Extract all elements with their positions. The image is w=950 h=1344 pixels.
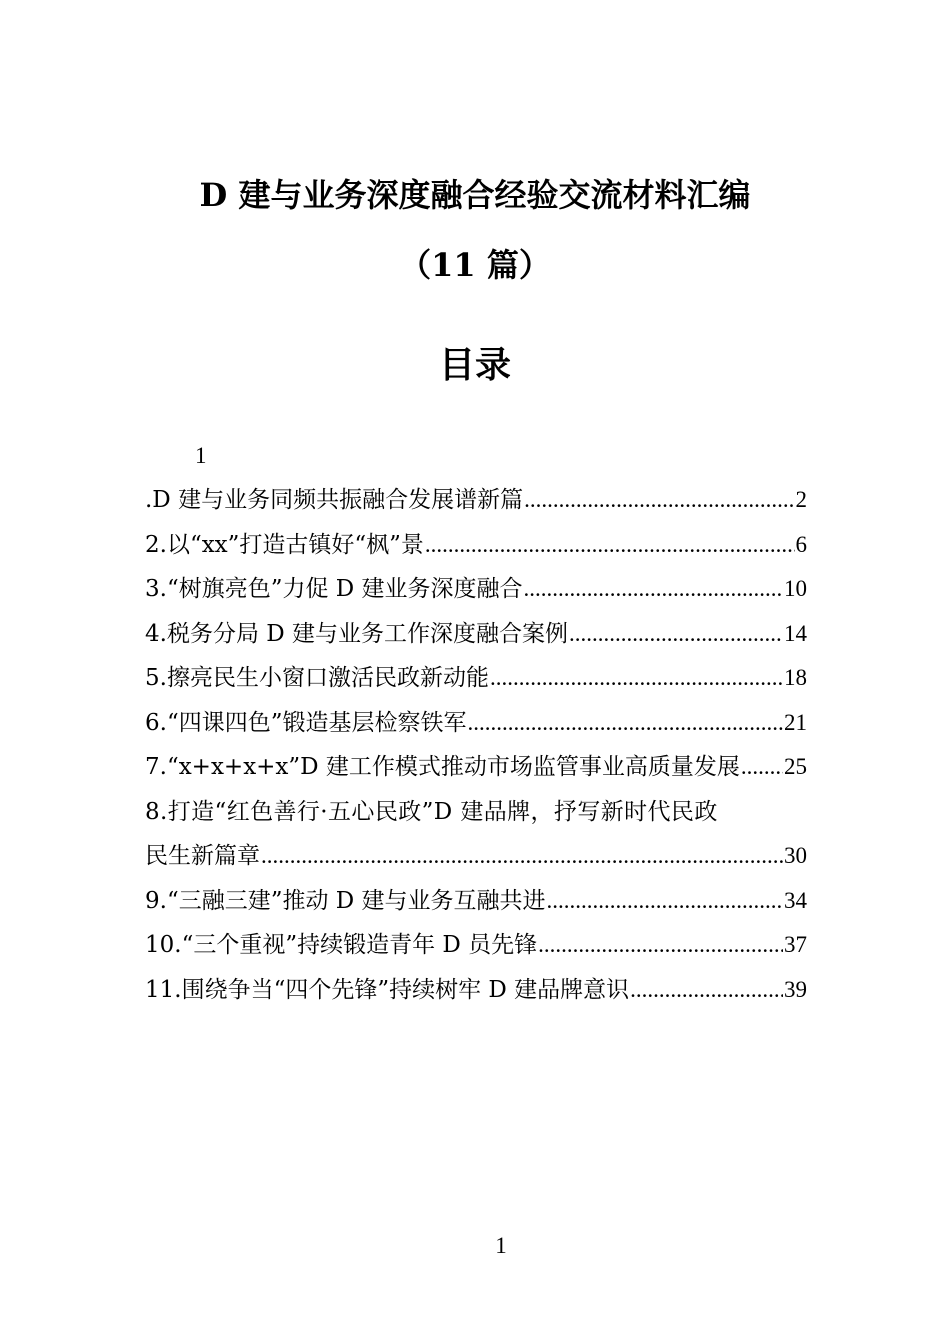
toc-entry[interactable] (145, 923, 807, 968)
toc-entry-page: 18 (784, 665, 807, 690)
toc-entry-title: 7.“x+x+x+x”D 建工作模式推动市场监管事业高质量发展 (145, 754, 740, 780)
toc-entry[interactable] (145, 745, 807, 790)
toc-entry-title: 9.“三融三建”推动 D 建与业务互融共进 (145, 887, 546, 914)
document-title: D 建与业务深度融合经验交流材料汇编 (199, 176, 751, 214)
toc-list-number: 1 (195, 443, 207, 468)
toc-heading: 目录 (438, 344, 511, 386)
toc-entry[interactable] (145, 790, 807, 879)
toc-entry-page: 6 (795, 531, 807, 557)
toc-dot-leader (524, 567, 783, 612)
table-of-contents (145, 434, 807, 1012)
toc-entry-title: .D 建与业务同频共振融合发展谱新篇 (145, 487, 524, 513)
toc-entry-title: 3.“树旗亮色”力促 D 建业务深度融合 (145, 576, 523, 602)
toc-entry-page: 21 (784, 709, 807, 735)
toc-entry-page: 30 (784, 843, 807, 868)
toc-dot-leader (261, 834, 783, 879)
toc-dot-leader (547, 879, 783, 924)
toc-entry-page: 37 (784, 932, 807, 957)
toc-entry-title-continued: 民生新篇章 (145, 843, 260, 869)
document-count: （11 篇） (399, 246, 551, 284)
toc-dot-leader (425, 523, 795, 568)
toc-entry-page: 2 (795, 487, 807, 512)
toc-entry-page: 39 (784, 976, 807, 1002)
toc-entry[interactable] (145, 612, 807, 657)
toc-entry-title: 8.打造“红色善行·五心民政”D 建品牌，抒写新时代民政 (145, 798, 718, 825)
toc-entry[interactable] (145, 701, 807, 746)
toc-dot-leader (467, 701, 783, 746)
toc-entry[interactable] (145, 968, 807, 1013)
toc-dot-leader (490, 656, 783, 701)
toc-dot-leader (630, 968, 783, 1013)
page-number: 1 (495, 1233, 507, 1258)
toc-entry-title: 2.以“xx”打造古镇好“枫”景 (145, 531, 424, 558)
toc-dot-leader (569, 612, 783, 657)
toc-entry-title: 11.围绕争当“四个先锋”持续树牢 D 建品牌意识 (145, 976, 630, 1003)
toc-entry-page: 25 (784, 754, 807, 779)
toc-entry[interactable] (145, 478, 807, 523)
toc-entry-title: 4.税务分局 D 建与业务工作深度融合案例 (145, 620, 569, 647)
toc-entry-title: 6.“四课四色”锻造基层检察铁军 (145, 709, 467, 736)
toc-entry[interactable] (145, 567, 807, 612)
toc-dot-leader (741, 745, 783, 790)
toc-entry-page: 34 (784, 887, 807, 913)
toc-entry-title: 5.擦亮民生小窗口激活民政新动能 (145, 665, 489, 691)
toc-entry-page: 10 (784, 576, 807, 601)
toc-entry[interactable] (145, 879, 807, 924)
toc-dot-leader (524, 478, 794, 523)
toc-entry[interactable] (145, 523, 807, 568)
toc-dot-leader (538, 923, 783, 968)
toc-entry[interactable] (145, 656, 807, 701)
toc-entry-title: 10.“三个重视”持续锻造青年 D 员先锋 (145, 932, 538, 958)
toc-entry-page: 14 (784, 620, 807, 646)
